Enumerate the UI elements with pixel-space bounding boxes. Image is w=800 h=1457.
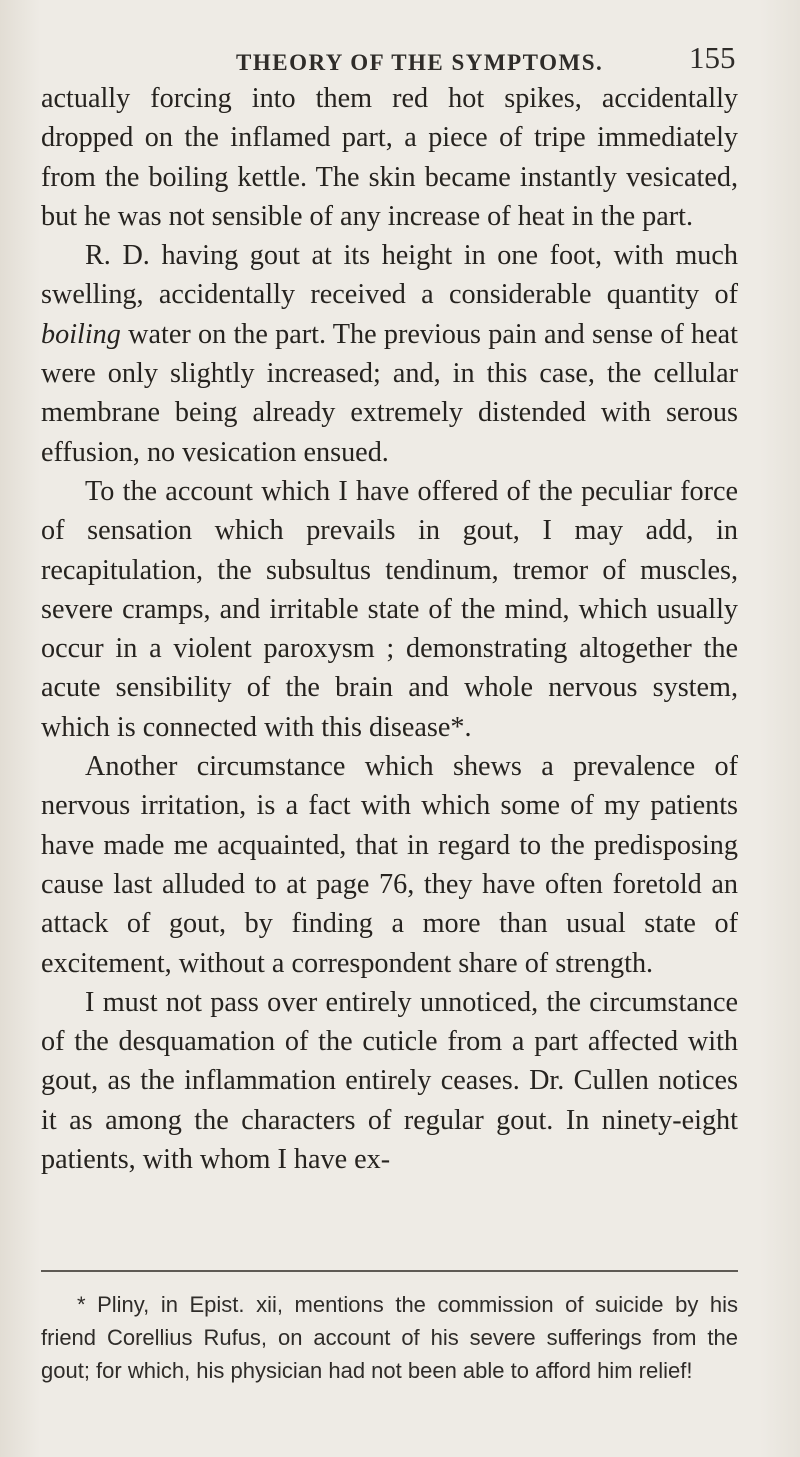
paragraph-4: Another circumstance which shews a prevalence of nervous irritation, is a fact with which some of my patients have made me acquainted, that in regard to the predisposing cause last alluded to at page 76, they have often foretold an attack of gout, by finding a more than usual state of excitement, without a correspondent share of strength.	[41, 751, 738, 979]
paragraph-5: I must not pass over entirely unnoticed, the circumstance of the desquamation of the cuticle from a part affected with gout, as the inflammation entirely ceases. Dr. Cullen notices it as among the characters of regular gout. In ninety-eight patients, with whom I have ex-	[41, 986, 738, 1176]
paragraph-2-text-a: R. D. having gout at its height in one foot, with much swelling, accidentally received a considerable quantity of	[41, 240, 738, 311]
running-head: THEORY OF THE SYMPTOMS.	[236, 50, 604, 75]
page-number: 155	[689, 40, 736, 75]
paragraph-1: actually forcing into them red hot spikes, accidentally dropped on the inflamed part, a piece of tripe immediately from the boiling kettle. The skin became instantly vesicated, but he was not sensible of any increase of heat in the part.	[41, 83, 738, 232]
paragraph-3: To the account which I have offered of the peculiar force of sensation which prevails in gout, I may add, in recapitulation, the subsultus tendinum, tremor of muscles, severe cramps, and irritable state of the mind, which usually occur in a violent paroxysm ; demonstrating altogether the acute sensibility of the brain and whole nervous system, which is connected with this disease*.	[41, 475, 738, 743]
footnote: * Pliny, in Epist. xii, mentions the commission of suicide by his friend Corellius Rufus, on account of his severe sufferings from the gout; for which, his physician had not been able to afford him relief!	[41, 1292, 738, 1383]
paragraph-2-text-b: water on the part. The previous pain and sense of heat were only slightly increased; and, in this case, the cellular membrane being already extremely distended with serous effusion, no vesication ensued.	[41, 318, 738, 468]
paragraph-2	[41, 236, 738, 472]
body-text	[41, 79, 738, 1179]
paragraph-2-italic: boiling	[41, 318, 121, 350]
footnote-divider	[41, 1270, 738, 1272]
